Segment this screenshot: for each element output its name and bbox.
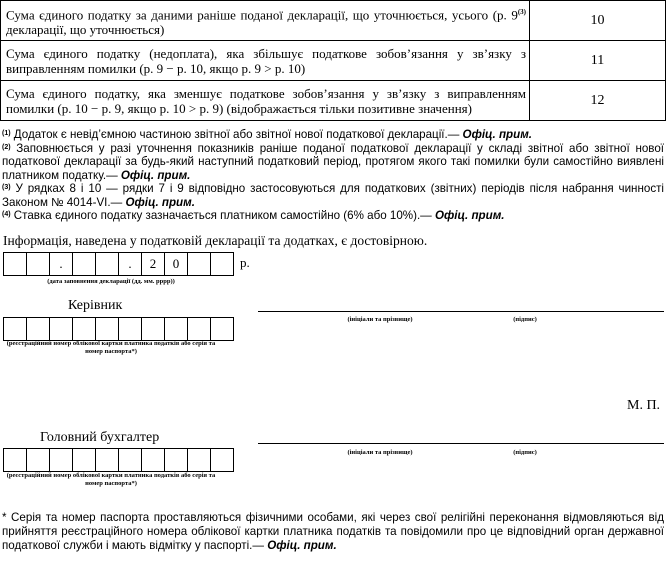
date-cell[interactable]: 2: [141, 252, 165, 276]
id-cell[interactable]: [210, 448, 234, 472]
official-notes: [2, 128, 664, 223]
date-cell[interactable]: [95, 252, 119, 276]
id-cell[interactable]: [72, 448, 96, 472]
id-cell[interactable]: [3, 448, 27, 472]
note: $^{(2)}$ Заповнюється у разі уточнення показників раніше поданої податкової декларації у складі звітної або звітної нової податкової декларації за будь-який наступний податковий період, протягом якого такі помилки були самостійно виявлені платником податку.— Офіц. прим.: [2, 141, 664, 182]
date-cell[interactable]: 0: [164, 252, 188, 276]
date-cell[interactable]: [210, 252, 234, 276]
id-cell[interactable]: [72, 317, 96, 341]
date-cell[interactable]: .: [118, 252, 142, 276]
accuracy-statement: Інформація, наведена у податковій декларації та додатках, є достовірною.: [3, 233, 428, 248]
id-cell[interactable]: [26, 317, 50, 341]
name-caption: (ініціали та прізвище): [347, 316, 413, 323]
name-caption: (ініціали та прізвище): [347, 449, 413, 456]
signer-id-cells: [4, 317, 234, 341]
date-cell[interactable]: [187, 252, 211, 276]
signer-title: Керівник: [68, 298, 123, 313]
note: $^{(1)}$ Додаток є невід’ємною частиною звітної або звітної нової податкової декларації.— Офіц. прим.: [2, 128, 533, 141]
sign-caption: (підпис): [513, 449, 537, 456]
stamp-place: М. П.: [627, 398, 661, 413]
date-cells: [4, 252, 250, 276]
id-cell[interactable]: [141, 317, 165, 341]
row-description: Сума єдиного податку (недоплата), яка збільшує податкове зобов’язання у зв’язку з виправленням помилки (р. 9 − р. 10, якщо р. 9 > р. 10): [1, 41, 530, 81]
id-cell[interactable]: [187, 317, 211, 341]
id-cell[interactable]: [95, 317, 119, 341]
row-description: Сума єдиного податку, яка зменшує податкове зобов’язання у зв’язку з виправленням помилки (р. 10 − р. 9, якщо р. 10 > р. 9) (відображається тільки позитивне значення): [1, 81, 530, 121]
id-cell[interactable]: [26, 448, 50, 472]
row-description: Сума єдиного податку за даними раніше поданої декларації, що уточнюється, усього (р. 9$^{(3)}$ декларації, що уточнюється): [1, 1, 530, 41]
date-suffix: р.: [240, 255, 250, 270]
row-code: 12: [530, 81, 666, 121]
signer-id-cells: [4, 448, 234, 472]
signer-title: Головний бухгалтер: [40, 430, 160, 445]
id-cell[interactable]: [164, 317, 188, 341]
passport-footnote: * Серія та номер паспорта проставляються фізичними особами, які через свої релігійні переконання відмовляються від прийняття реєстраційного номера облікової картки платника податків та повідомили про це відповідний орган державної податкової служби і мають відмітку у паспорті.— Офіц. прим.: [2, 511, 664, 552]
date-cell[interactable]: [26, 252, 50, 276]
id-cell[interactable]: [118, 317, 142, 341]
note: $^{(3)}$ У рядках 8 і 10 — рядки 7 і 9 відповідно застосовуються для податкових (звітних) періодів після набрання чинності Законом № 4014-VI.— Офіц. прим.: [2, 182, 664, 209]
signer-id-caption: (реєстраційний номер облікової картки платника податків або серія та номер паспорта*): [6, 472, 216, 487]
id-cell[interactable]: [49, 317, 73, 341]
id-cell[interactable]: [3, 317, 27, 341]
date-cell[interactable]: .: [49, 252, 73, 276]
id-cell[interactable]: [118, 448, 142, 472]
id-cell[interactable]: [210, 317, 234, 341]
id-cell[interactable]: [187, 448, 211, 472]
signature-line[interactable]: [258, 311, 664, 312]
row-code: 11: [530, 41, 666, 81]
row-code: 10: [530, 1, 666, 41]
date-cell[interactable]: [3, 252, 27, 276]
table-row: [1, 41, 666, 81]
signer-id-caption: (реєстраційний номер облікової картки платника податків або серія та номер паспорта*): [6, 340, 216, 355]
id-cell[interactable]: [164, 448, 188, 472]
table-row: [1, 81, 666, 121]
sign-caption: (підпис): [513, 316, 537, 323]
id-cell[interactable]: [141, 448, 165, 472]
id-cell[interactable]: [49, 448, 73, 472]
date-cell[interactable]: [72, 252, 96, 276]
note: $^{(4)}$ Ставка єдиного податку зазначається платником самостійно (6% або 10%).— Офіц. прим.: [2, 209, 505, 222]
signature-line[interactable]: [258, 443, 664, 444]
correction-table: [0, 0, 666, 121]
date-caption: (дата заповнення декларації (дд. мм. рррр)): [47, 278, 175, 285]
id-cell[interactable]: [95, 448, 119, 472]
table-row: [1, 1, 666, 41]
